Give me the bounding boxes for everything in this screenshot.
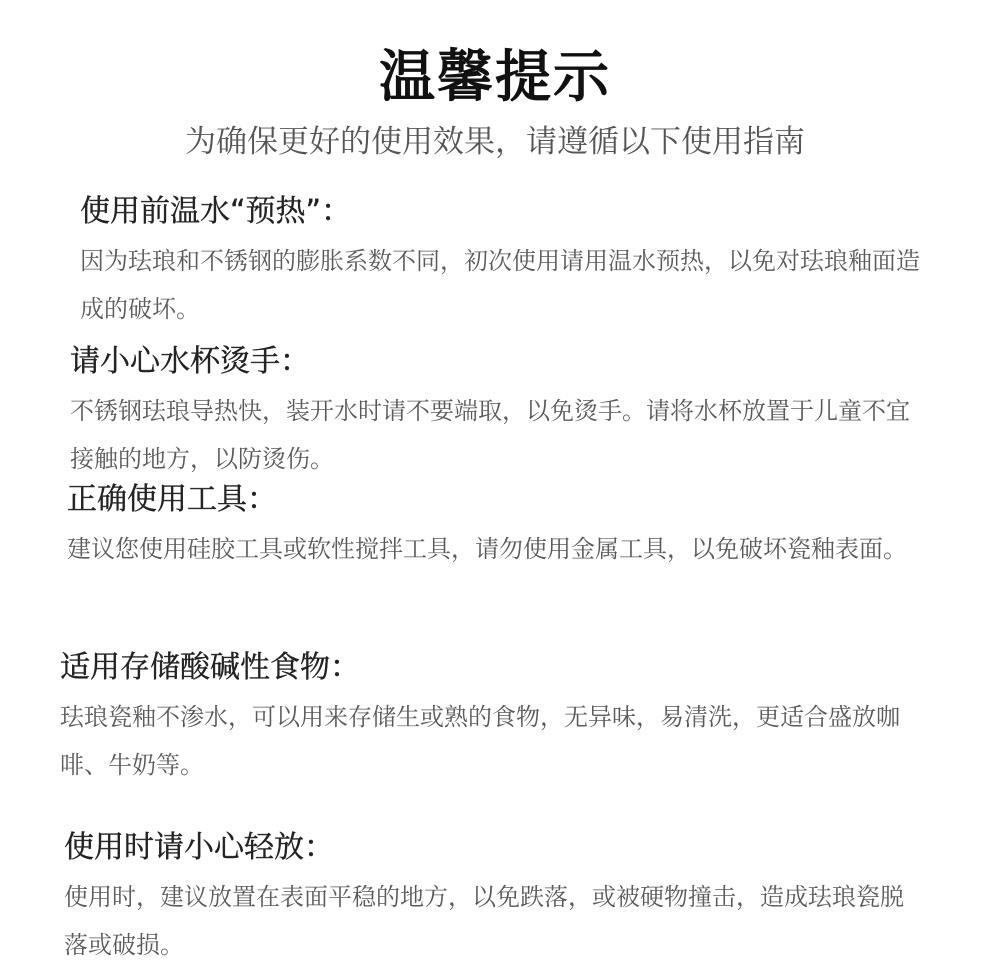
tip-body: 珐琅瓷釉不渗水，可以用来存储生或熟的食物，无异味，易清洗，更适合盛放咖啡、牛奶等。	[60, 703, 900, 779]
tip-section-hot-cup	[70, 342, 930, 483]
tip-section-preheat	[80, 192, 940, 333]
page-title: 温馨提示	[379, 45, 611, 110]
tip-body: 不锈钢珐琅导热快，装开水时请不要端取，以免烫手。请将水杯放置于儿童不宜接触的地方，以防烫伤。	[70, 397, 910, 473]
tip-heading: 适用存储酸碱性食物：	[60, 650, 360, 685]
tip-heading: 请小心水杯烫手：	[70, 344, 310, 379]
tip-body: 因为珐琅和不锈钢的膨胀系数不同，初次使用请用温水预热，以免对珐琅釉面造成的破坏。	[80, 247, 920, 323]
tip-heading: 正确使用工具：	[67, 482, 277, 517]
tip-section-tools	[67, 480, 927, 573]
tip-body: 建议您使用硅胶工具或软性搅拌工具，请勿使用金属工具，以免破坏瓷釉表面。	[67, 535, 907, 563]
page-subtitle: 为确保更好的使用效果，请遵循以下使用指南	[185, 124, 805, 160]
tip-section-food-storage	[60, 648, 920, 789]
tip-heading: 使用前温水“预热”：	[80, 194, 352, 229]
tip-body: 使用时，建议放置在表面平稳的地方，以免跌落，或被硬物撞击，造成珐琅瓷脱落或破损。	[64, 883, 904, 959]
tip-section-handle-gently	[64, 828, 924, 969]
tip-heading: 使用时请小心轻放：	[64, 830, 334, 865]
